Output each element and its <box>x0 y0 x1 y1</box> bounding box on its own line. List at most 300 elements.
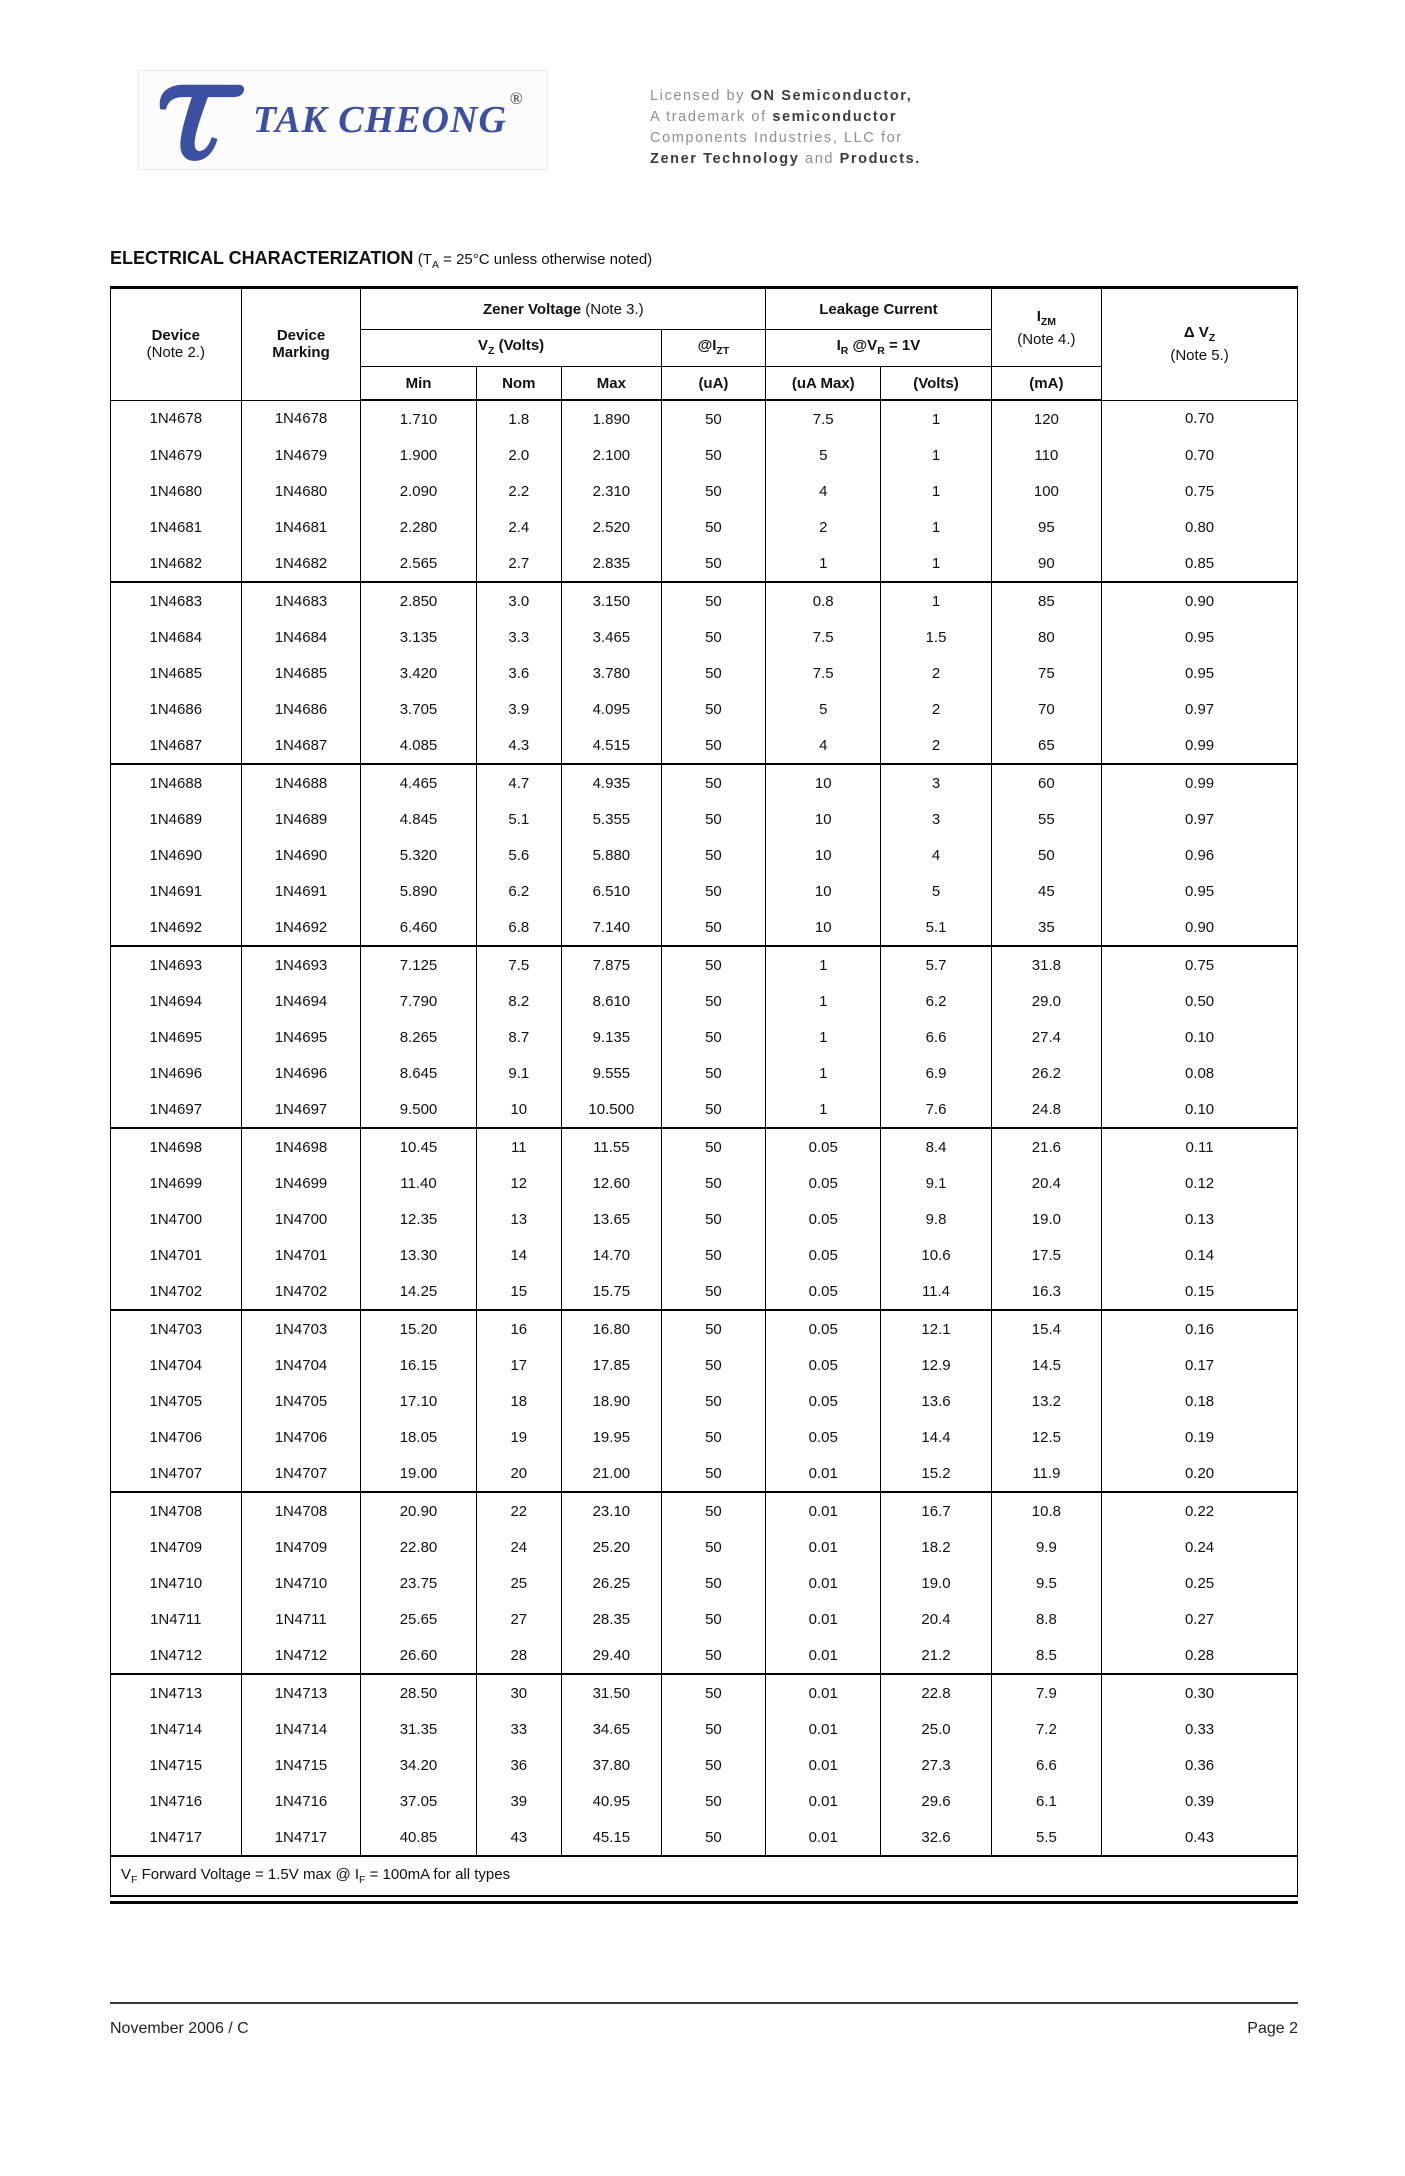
cell: 2.100 <box>562 437 662 473</box>
cell: 1 <box>766 983 881 1019</box>
cell: 25.0 <box>881 1711 991 1747</box>
cell: 40.95 <box>562 1783 662 1819</box>
cell: 1N4715 <box>241 1747 361 1783</box>
cell: 25 <box>476 1565 561 1601</box>
cell: 2.090 <box>361 473 476 509</box>
cell: 11 <box>476 1128 561 1165</box>
cell: 12.35 <box>361 1201 476 1237</box>
cell: 0.05 <box>766 1201 881 1237</box>
cell: 39 <box>476 1783 561 1819</box>
cell: 7.875 <box>562 946 662 983</box>
cell: 1N4695 <box>241 1019 361 1055</box>
table-row <box>111 473 1298 509</box>
table-row <box>111 1237 1298 1273</box>
cell: 29.6 <box>881 1783 991 1819</box>
cell: 1N4688 <box>111 764 242 801</box>
cell: 120 <box>991 400 1101 437</box>
col-max: Max <box>562 367 662 401</box>
cell: 8.265 <box>361 1019 476 1055</box>
cell: 50 <box>661 1347 765 1383</box>
table-row <box>111 1201 1298 1237</box>
cell: 16.80 <box>562 1310 662 1347</box>
cell: 0.36 <box>1102 1747 1298 1783</box>
license-text <box>650 86 1070 170</box>
cell: 80 <box>991 619 1101 655</box>
logo-wordmark: TAK CHEONG <box>253 99 507 141</box>
cell: 1N4713 <box>111 1674 242 1711</box>
cell: 1N4681 <box>111 509 242 545</box>
cell: 5.880 <box>562 837 662 873</box>
cell: 10 <box>766 873 881 909</box>
cell: 1N4686 <box>111 691 242 727</box>
cell: 5.7 <box>881 946 991 983</box>
cell: 75 <box>991 655 1101 691</box>
cell: 1N4681 <box>241 509 361 545</box>
tak-cheong-logo <box>138 70 548 170</box>
col-device-marking: Device Marking <box>241 288 361 401</box>
cell: 2.0 <box>476 437 561 473</box>
cell: 1N4712 <box>111 1637 242 1674</box>
cell: 0.10 <box>1102 1019 1298 1055</box>
cell: 7.2 <box>991 1711 1101 1747</box>
cell: 1N4679 <box>111 437 242 473</box>
cell: 1N4697 <box>241 1091 361 1128</box>
cell: 0.95 <box>1102 619 1298 655</box>
cell: 26.25 <box>562 1565 662 1601</box>
vf-note-row <box>111 1856 1298 1896</box>
table-row <box>111 1674 1298 1711</box>
cell: 7.790 <box>361 983 476 1019</box>
cell: 100 <box>991 473 1101 509</box>
cell: 6.6 <box>881 1019 991 1055</box>
col-ma: (mA) <box>991 367 1101 401</box>
cell: 4 <box>881 837 991 873</box>
cell: 10 <box>766 801 881 837</box>
cell: 3.135 <box>361 619 476 655</box>
cell: 19 <box>476 1419 561 1455</box>
cell: 1N4716 <box>241 1783 361 1819</box>
cell: 43 <box>476 1819 561 1856</box>
cell: 2.850 <box>361 582 476 619</box>
cell: 33 <box>476 1711 561 1747</box>
cell: 1N4680 <box>111 473 242 509</box>
cell: 50 <box>661 1819 765 1856</box>
cell: 50 <box>661 1711 765 1747</box>
registered-mark: ® <box>509 89 524 109</box>
cell: 1N4714 <box>241 1711 361 1747</box>
cell: 20.90 <box>361 1492 476 1529</box>
license-line <box>650 107 1070 128</box>
cell: 29.0 <box>991 983 1101 1019</box>
table-row <box>111 1747 1298 1783</box>
table-row <box>111 582 1298 619</box>
cell: 1N4691 <box>241 873 361 909</box>
cell: 20.4 <box>881 1601 991 1637</box>
cell: 9.9 <box>991 1529 1101 1565</box>
cell: 31.50 <box>562 1674 662 1711</box>
cell: 24.8 <box>991 1091 1101 1128</box>
cell: 1N4679 <box>241 437 361 473</box>
cell: 50 <box>661 1492 765 1529</box>
cell: 1 <box>766 1091 881 1128</box>
table-row <box>111 1455 1298 1492</box>
cell: 0.75 <box>1102 473 1298 509</box>
cell: 50 <box>661 473 765 509</box>
cell: 6.2 <box>881 983 991 1019</box>
cell: 6.8 <box>476 909 561 946</box>
cell: 5.1 <box>476 801 561 837</box>
col-group-leakage-current: Leakage Current <box>766 288 992 330</box>
cell: 1N4702 <box>241 1273 361 1310</box>
license-line <box>650 86 1070 107</box>
license-segment: Products. <box>839 151 921 167</box>
cell: 14.4 <box>881 1419 991 1455</box>
cell: 3 <box>881 801 991 837</box>
cell: 0.80 <box>1102 509 1298 545</box>
cell: 0.95 <box>1102 655 1298 691</box>
electrical-characterization-table <box>110 286 1298 1904</box>
cell: 50 <box>661 801 765 837</box>
cell: 0.96 <box>1102 837 1298 873</box>
table-row <box>111 1347 1298 1383</box>
cell: 0.17 <box>1102 1347 1298 1383</box>
cell: 0.20 <box>1102 1455 1298 1492</box>
cell: 1N4691 <box>111 873 242 909</box>
cell: 3.420 <box>361 655 476 691</box>
cell: 4.3 <box>476 727 561 764</box>
cell: 31.8 <box>991 946 1101 983</box>
cell: 1N4708 <box>241 1492 361 1529</box>
page-footer <box>110 2002 1298 2038</box>
cell: 14.5 <box>991 1347 1101 1383</box>
cell: 12 <box>476 1165 561 1201</box>
cell: 1 <box>881 473 991 509</box>
vf-note: $V_F$ Forward Voltage = 1.5V max @ $I_F = 100mA$ for all types <box>111 1856 1298 1896</box>
cell: 0.97 <box>1102 691 1298 727</box>
cell: 1N4684 <box>111 619 242 655</box>
cell: 8.610 <box>562 983 662 1019</box>
cell: 14.25 <box>361 1273 476 1310</box>
cell: 13.2 <box>991 1383 1101 1419</box>
cell: 1N4696 <box>241 1055 361 1091</box>
cell: 12.1 <box>881 1310 991 1347</box>
cell: 7.125 <box>361 946 476 983</box>
table-row <box>111 946 1298 983</box>
table-row <box>111 801 1298 837</box>
cell: 1.8 <box>476 400 561 437</box>
table-row <box>111 1637 1298 1674</box>
cell: 22.80 <box>361 1529 476 1565</box>
table-row <box>111 1310 1298 1347</box>
table-row <box>111 691 1298 727</box>
cell: 1N4699 <box>111 1165 242 1201</box>
cell: 1 <box>766 1019 881 1055</box>
cell: 1N4689 <box>111 801 242 837</box>
table-row <box>111 1711 1298 1747</box>
col-ua: (uA) <box>661 367 765 401</box>
cell: 5.320 <box>361 837 476 873</box>
cell: 0.39 <box>1102 1783 1298 1819</box>
cell: 7.140 <box>562 909 662 946</box>
cell: 1N4703 <box>111 1310 242 1347</box>
cell: 0.01 <box>766 1711 881 1747</box>
cell: 0.01 <box>766 1455 881 1492</box>
cell: 7.5 <box>766 655 881 691</box>
table-row <box>111 727 1298 764</box>
col-min: Min <box>361 367 476 401</box>
cell: 1N4711 <box>111 1601 242 1637</box>
table-row <box>111 655 1298 691</box>
cell: 1N4716 <box>111 1783 242 1819</box>
table-row <box>111 1783 1298 1819</box>
cell: 18.90 <box>562 1383 662 1419</box>
cell: 5 <box>881 873 991 909</box>
cell: 21.2 <box>881 1637 991 1674</box>
cell: 14.70 <box>562 1237 662 1273</box>
cell: 2.4 <box>476 509 561 545</box>
cell: 1.900 <box>361 437 476 473</box>
table-row <box>111 1091 1298 1128</box>
cell: 60 <box>991 764 1101 801</box>
col-nom: Nom <box>476 367 561 401</box>
cell: 1N4704 <box>241 1347 361 1383</box>
cell: 22.8 <box>881 1674 991 1711</box>
cell: 50 <box>661 1747 765 1783</box>
cell: 1N4697 <box>111 1091 242 1128</box>
cell: 16 <box>476 1310 561 1347</box>
cell: 20 <box>476 1455 561 1492</box>
table-row <box>111 1383 1298 1419</box>
cell: 50 <box>661 1055 765 1091</box>
cell: 4 <box>766 473 881 509</box>
cell: 50 <box>661 1201 765 1237</box>
cell: 45.15 <box>562 1819 662 1856</box>
cell: 1N4689 <box>241 801 361 837</box>
cell: 50 <box>661 545 765 582</box>
cell: 0.01 <box>766 1565 881 1601</box>
cell: 110 <box>991 437 1101 473</box>
table-bottom-rule <box>110 1901 1298 1904</box>
cell: 0.01 <box>766 1747 881 1783</box>
cell: 7.5 <box>766 619 881 655</box>
cell: 10 <box>766 909 881 946</box>
cell: 3.0 <box>476 582 561 619</box>
cell: 50 <box>661 437 765 473</box>
cell: 9.135 <box>562 1019 662 1055</box>
cell: 1N4682 <box>241 545 361 582</box>
license-segment: Components Industries, LLC for <box>650 130 903 146</box>
cell: 1N4706 <box>241 1419 361 1455</box>
cell: 0.15 <box>1102 1273 1298 1310</box>
cell: 1N4692 <box>241 909 361 946</box>
col-izm: $I_{ZM}$ (Note 4.) <box>991 288 1101 367</box>
cell: 50 <box>661 1091 765 1128</box>
footer-page-number: Page 2 <box>1247 2020 1298 2037</box>
cell: 1 <box>766 545 881 582</box>
cell: 1N4699 <box>241 1165 361 1201</box>
cell: 3.150 <box>562 582 662 619</box>
cell: 6.460 <box>361 909 476 946</box>
license-line <box>650 128 1070 149</box>
cell: 1N4698 <box>241 1128 361 1165</box>
cell: 34.65 <box>562 1711 662 1747</box>
cell: 16.7 <box>881 1492 991 1529</box>
cell: 2.565 <box>361 545 476 582</box>
license-segment: and <box>799 151 840 167</box>
title-main: ELECTRICAL CHARACTERIZATION <box>110 248 414 268</box>
cell: 1N4704 <box>111 1347 242 1383</box>
license-line <box>650 149 1070 170</box>
cell: 2.520 <box>562 509 662 545</box>
cell: 1N4705 <box>241 1383 361 1419</box>
cell: 5 <box>766 691 881 727</box>
cell: 8.8 <box>991 1601 1101 1637</box>
cell: 1N4680 <box>241 473 361 509</box>
cell: 7.5 <box>476 946 561 983</box>
cell: 2.310 <box>562 473 662 509</box>
cell: 65 <box>991 727 1101 764</box>
cell: 0.70 <box>1102 437 1298 473</box>
cell: 0.90 <box>1102 582 1298 619</box>
cell: 1N4703 <box>241 1310 361 1347</box>
cell: 1N4678 <box>111 400 242 437</box>
cell: 1N4706 <box>111 1419 242 1455</box>
col-ua-max: (uA Max) <box>766 367 881 401</box>
cell: 27.3 <box>881 1747 991 1783</box>
cell: 5.890 <box>361 873 476 909</box>
cell: 19.00 <box>361 1455 476 1492</box>
cell: 0.33 <box>1102 1711 1298 1747</box>
table-row <box>111 619 1298 655</box>
table-row <box>111 1165 1298 1201</box>
cell: 10 <box>476 1091 561 1128</box>
cell: 19.95 <box>562 1419 662 1455</box>
cell: 0.85 <box>1102 545 1298 582</box>
cell: 0.05 <box>766 1165 881 1201</box>
cell: 2.835 <box>562 545 662 582</box>
table-row <box>111 1128 1298 1165</box>
cell: 0.01 <box>766 1819 881 1856</box>
cell: 1N4711 <box>241 1601 361 1637</box>
cell: 35 <box>991 909 1101 946</box>
cell: 0.05 <box>766 1128 881 1165</box>
cell: 1N4700 <box>241 1201 361 1237</box>
cell: 18.05 <box>361 1419 476 1455</box>
cell: 1N4701 <box>111 1237 242 1273</box>
cell: 17.10 <box>361 1383 476 1419</box>
cell: 7.6 <box>881 1091 991 1128</box>
cell: 5 <box>766 437 881 473</box>
cell: 0.99 <box>1102 764 1298 801</box>
cell: 9.500 <box>361 1091 476 1128</box>
cell: 9.555 <box>562 1055 662 1091</box>
cell: 50 <box>661 1529 765 1565</box>
footer-date: November 2006 / C <box>110 2020 249 2037</box>
cell: 0.22 <box>1102 1492 1298 1529</box>
table-row <box>111 1273 1298 1310</box>
cell: 0.10 <box>1102 1091 1298 1128</box>
cell: 4 <box>766 727 881 764</box>
cell: 4.845 <box>361 801 476 837</box>
cell: 1N4701 <box>241 1237 361 1273</box>
cell: 11.9 <box>991 1455 1101 1492</box>
cell: 28.35 <box>562 1601 662 1637</box>
cell: 1N4692 <box>111 909 242 946</box>
license-segment: Licensed by <box>650 88 751 104</box>
table-row <box>111 400 1298 437</box>
cell: 11.40 <box>361 1165 476 1201</box>
cell: 2.2 <box>476 473 561 509</box>
cell: 1N4694 <box>111 983 242 1019</box>
cell: 1N4683 <box>111 582 242 619</box>
cell: 1N4702 <box>111 1273 242 1310</box>
cell: 1N4694 <box>241 983 361 1019</box>
cell: 50 <box>661 764 765 801</box>
col-volts: (Volts) <box>881 367 991 401</box>
cell: 21.00 <box>562 1455 662 1492</box>
cell: 50 <box>661 1637 765 1674</box>
cell: 1N4700 <box>111 1201 242 1237</box>
cell: 1N4710 <box>241 1565 361 1601</box>
cell: 3 <box>881 764 991 801</box>
cell: 8.2 <box>476 983 561 1019</box>
cell: 0.05 <box>766 1419 881 1455</box>
col-group-ir-vr: $I_R$ $@V_R = 1V$ <box>766 330 992 367</box>
cell: 70 <box>991 691 1101 727</box>
cell: 5.355 <box>562 801 662 837</box>
table-row <box>111 437 1298 473</box>
cell: 1N4717 <box>111 1819 242 1856</box>
cell: 13.30 <box>361 1237 476 1273</box>
cell: 10.6 <box>881 1237 991 1273</box>
cell: 34.20 <box>361 1747 476 1783</box>
cell: 15.75 <box>562 1273 662 1310</box>
cell: 0.05 <box>766 1383 881 1419</box>
cell: 0.24 <box>1102 1529 1298 1565</box>
cell: 50 <box>661 400 765 437</box>
cell: 50 <box>661 946 765 983</box>
cell: 5.6 <box>476 837 561 873</box>
cell: 15.2 <box>881 1455 991 1492</box>
cell: 50 <box>661 691 765 727</box>
cell: 50 <box>661 582 765 619</box>
table-row <box>111 1055 1298 1091</box>
cell: 1N4708 <box>111 1492 242 1529</box>
cell: 27.4 <box>991 1019 1101 1055</box>
cell: 0.70 <box>1102 400 1298 437</box>
cell: 3.3 <box>476 619 561 655</box>
cell: 8.645 <box>361 1055 476 1091</box>
cell: 1 <box>881 400 991 437</box>
logo-text <box>253 89 524 142</box>
cell: 10.8 <box>991 1492 1101 1529</box>
tak-cheong-logo-icon <box>147 77 247 166</box>
cell: 1N4690 <box>111 837 242 873</box>
cell: 6.6 <box>991 1747 1101 1783</box>
table-row <box>111 1529 1298 1565</box>
cell: 1 <box>881 509 991 545</box>
table-row <box>111 873 1298 909</box>
col-group-vz-volts: $V_Z$ (Volts) <box>361 330 661 367</box>
cell: 50 <box>661 655 765 691</box>
cell: 1N4693 <box>111 946 242 983</box>
cell: 1 <box>881 545 991 582</box>
cell: 0.11 <box>1102 1128 1298 1165</box>
cell: 12.9 <box>881 1347 991 1383</box>
cell: 29.40 <box>562 1637 662 1674</box>
cell: 50 <box>661 837 765 873</box>
cell: 11.4 <box>881 1273 991 1310</box>
